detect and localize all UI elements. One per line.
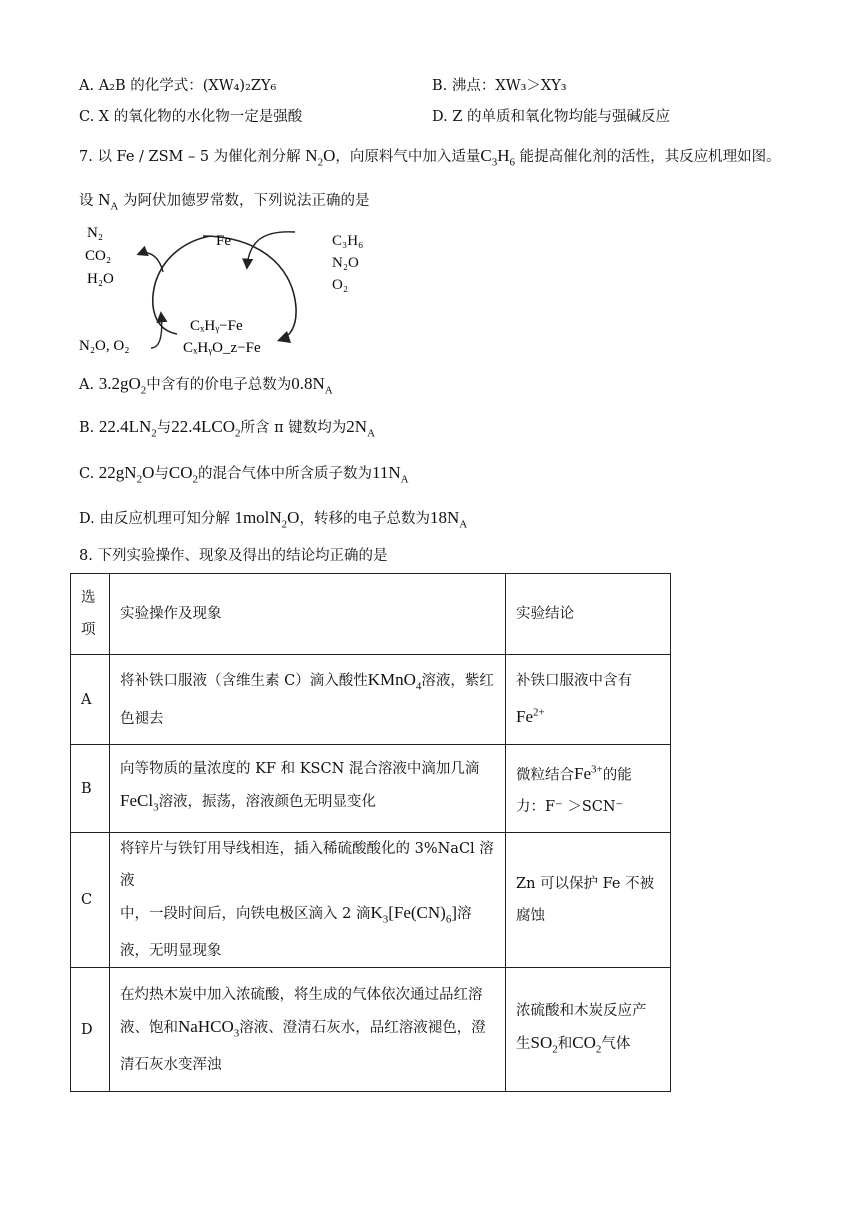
q7-option-c: C. $22gN_2O$与$CO_2$的混合气体中所含质子数为$11N_A$ bbox=[79, 463, 409, 486]
product-co2: CO₂ bbox=[85, 248, 112, 264]
table-header-row bbox=[71, 574, 671, 655]
row-procedure: 将补铁口服液（含维生素 C）滴入酸性KMnO$_4$溶液，紫红 色褪去 bbox=[110, 655, 506, 745]
experiment-table bbox=[70, 573, 671, 1092]
row-conclusion: 补铁口服液中含有 $Fe^{2+}$ bbox=[506, 655, 671, 745]
header-option: 选 项 bbox=[71, 574, 110, 655]
q7-stem-line1: 7. 以 Fe / ZSM – 5 为催化剂分解 $N_2O$，向原料气中加入适量$C_3H_6$ 能提高催化剂的活性，其反应机理如图。 bbox=[79, 146, 781, 169]
input-arrow bbox=[247, 232, 295, 267]
reactant-n2o-label: N₂O bbox=[332, 255, 359, 271]
row-label: D bbox=[71, 968, 110, 1092]
reactant-c3h6-label: C₃H₆ bbox=[332, 233, 364, 249]
reaction-mechanism-diagram bbox=[75, 222, 325, 362]
q6-option-d: D. Z 的单质和氧化物均能与强碱反应 bbox=[432, 109, 671, 125]
q7-stem-line2: 设 $N_A$ 为阿伏加德罗常数，下列说法正确的是 bbox=[79, 190, 370, 213]
product-h2o: H₂O bbox=[87, 271, 114, 287]
row-procedure: 在灼热木炭中加入浓硫酸，将生成的气体依次通过品红溶 液、饱和NaHCO$_3$溶液、澄清石灰水，品红溶液褪色，澄 清石灰水变浑浊 bbox=[110, 968, 506, 1092]
q7-option-a: A. $3.2gO_2$中含有的价电子总数为$0.8N_A$ bbox=[79, 374, 333, 397]
row-conclusion: 浓硫酸和木炭反应产 生$SO_2$和$CO_2$气体 bbox=[506, 968, 671, 1092]
reactants-right bbox=[332, 230, 363, 296]
reactant-o2-label: O₂ bbox=[332, 277, 349, 293]
table-row bbox=[71, 655, 671, 745]
row-procedure: 向等物质的量浓度的 KF 和 KSCN 混合溶液中滴加几滴 FeCl$_3$溶液，振荡，溶液颜色无明显变化 bbox=[110, 745, 506, 833]
intermediate-cxhyoz-fe: CₓHᵧO_z−Fe bbox=[183, 340, 261, 356]
header-conclusion: 实验结论 bbox=[506, 574, 671, 655]
row-label: B bbox=[71, 745, 110, 833]
header-procedure: 实验操作及现象 bbox=[110, 574, 506, 655]
q7-option-d: D. 由反应机理可知分解 1molN$_2$O，转移的电子总数为$18N_A$ bbox=[79, 508, 468, 531]
table-row bbox=[71, 833, 671, 968]
product-n2: N₂ bbox=[87, 225, 104, 241]
reactant-n2o-o2: N₂O, O₂ bbox=[79, 338, 130, 354]
intermediate-cxhy-fe: CₓHᵧ−Fe bbox=[190, 318, 243, 334]
row-procedure: 将锌片与铁钉用导线相连，插入稀硫酸酸化的 3%NaCl 溶液 中，一段时间后，向铁电极区滴入 2 滴$K_3[Fe(CN)_6]$溶 液，无明显现象 bbox=[110, 833, 506, 968]
row-conclusion: Zn 可以保护 Fe 不被 腐蚀 bbox=[506, 833, 671, 968]
row-label: A bbox=[71, 655, 110, 745]
catalyst-fe: Fe bbox=[216, 233, 231, 249]
q6-option-b: B. 沸点：XW₃＞XY₃ bbox=[432, 78, 567, 94]
row-label: C bbox=[71, 833, 110, 968]
q7-option-b: B. $22.4LN_2$与$22.4LCO_2$所含 π 键数均为$2N_A$ bbox=[79, 417, 376, 440]
q8-stem: 8. 下列实验操作、现象及得出的结论均正确的是 bbox=[79, 548, 388, 564]
output-arrow bbox=[139, 253, 163, 272]
q6-option-c: C. X 的氧化物的水化物一定是强酸 bbox=[79, 109, 303, 125]
table-row bbox=[71, 968, 671, 1092]
table-row bbox=[71, 745, 671, 833]
row-conclusion: 微粒结合$Fe^{3+}$的能 力：F⁻ ＞SCN⁻ bbox=[506, 745, 671, 833]
q6-option-a: A. A₂B 的化学式：(XW₄)₂ZY₆ bbox=[79, 78, 277, 94]
